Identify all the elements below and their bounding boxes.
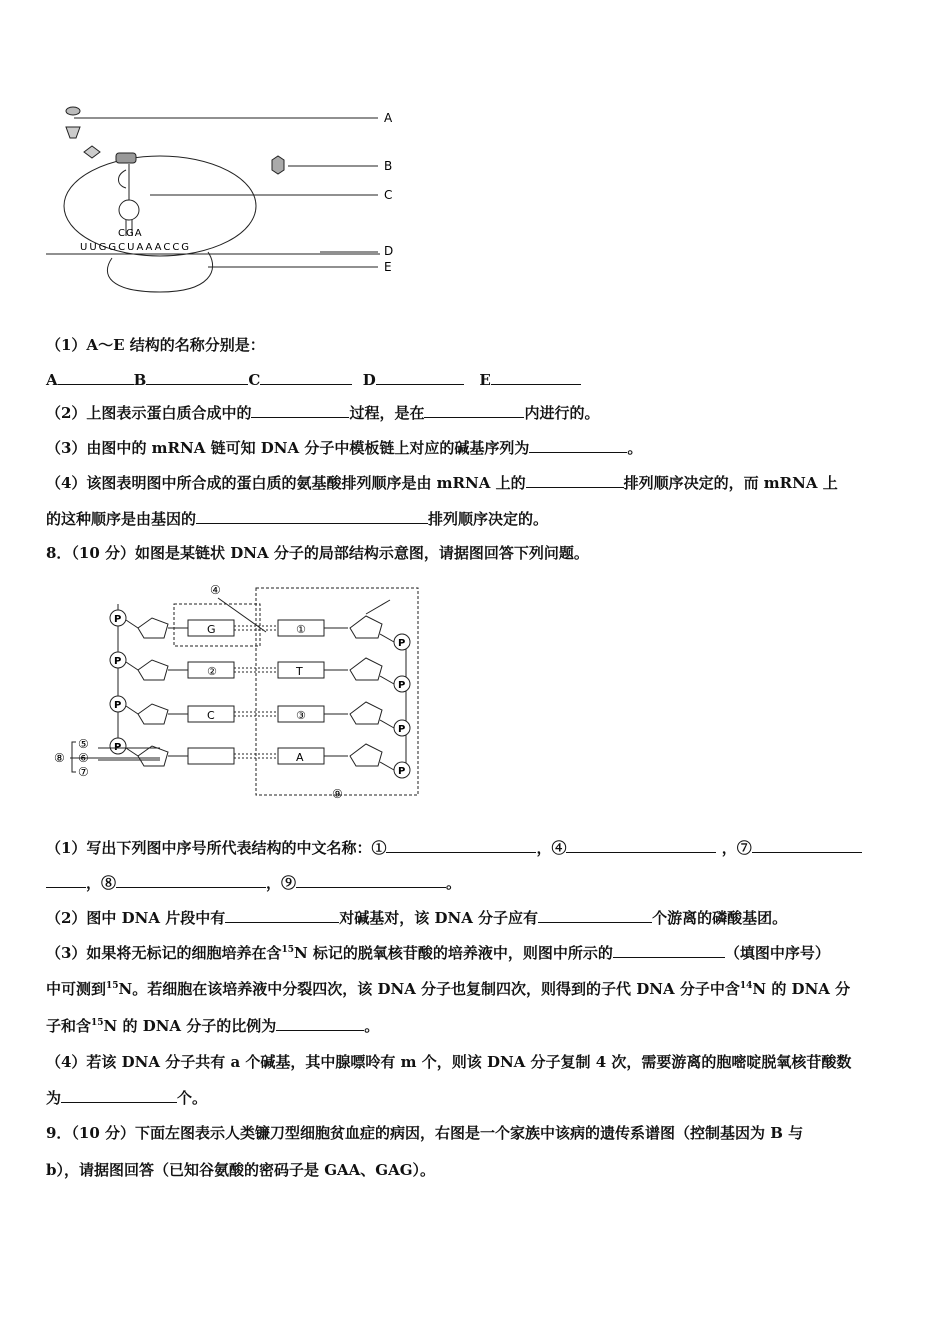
right-base-label: T [296,665,303,678]
left-base-label: G [207,623,216,636]
label-d: D [384,244,394,258]
q7-part2: （2）上图表示蛋白质合成中的 过程，是在 内进行的。 [46,404,600,422]
q8-part3-line2: 中可测到$^{15}$N。若细胞在该培养液中分裂四次，该 DNA 分子也复制四次，则得到的子代 DNA 分子中含$^{14}$N 的 DNA 分 [46,980,851,998]
right-base-label: A [296,751,304,764]
dna-structure-figure [50,580,430,802]
q8-part1-line2: ，⑧ ，⑨ 。 [46,873,904,893]
label-8: ⑧ [54,751,65,765]
q8-part4-line1: （4）若该 DNA 分子共有 a 个碱基，其中腺嘌呤有 m 个，则该 DNA 分子复制 4 次，需要游离的胞嘧啶脱氧核苷酸数 [46,1053,852,1071]
deoxyribose-icon [350,616,382,638]
deoxyribose-icon [138,618,168,638]
right-base-label: ③ [296,709,306,722]
phosphate-label: P [114,742,122,753]
label-4: ④ [210,583,221,597]
q8-part4-line2: 为 个。 [46,1089,208,1107]
label-9: ⑨ [332,787,343,801]
phosphate-label: P [114,614,122,625]
amino-acid-b-icon [272,156,284,174]
q7-part4-line1: （4）该图表明图中所合成的蛋白质的氨基酸排列顺序是由 mRNA 上的 排列顺序决定的，而 mRNA 上 [46,474,838,492]
phosphate-label: P [114,656,122,667]
q8-title: 8．（10 分）如图是某链状 DNA 分子的局部结构示意图，请据图回答下列问题。 [46,544,589,562]
q8-part2: （2）图中 DNA 片段中有 对碱基对，该 DNA 分子应有 个游离的磷酸基团。 [46,909,788,927]
translation-figure [40,100,460,310]
q7-part3: （3）由图中的 mRNA 链可知 DNA 分子中模板链上对应的碱基序列为 。 [46,439,643,457]
q9-line2: b），请据图回答（已知谷氨酸的密码子是 GAA、GAG）。 [46,1161,436,1179]
phosphate-label: P [398,724,406,735]
label-b: B [384,159,393,173]
deoxyribose-icon [138,746,168,766]
q7-part4-line2: 的这种顺序是由基因的 排列顺序决定的。 [46,510,549,528]
amino-acid-icon [84,146,100,158]
amino-acid-icon [116,153,136,163]
q8-part3-line1: （3）如果将无标记的细胞培养在含$^{15}$N 标记的脱氧核苷酸的培养液中，则图中所示的 （填图中序号） [46,944,830,962]
anticodon: CGA [118,228,143,239]
q9-line1: 9．（10 分）下面左图表示人类镰刀型细胞贫血症的病因，右图是一个家族中该病的遗传系谱图（控制基因为 B 与 [46,1124,804,1142]
label-c: C [384,188,393,202]
mrna-sequence: UUGGCUAAACCG [80,242,192,253]
label-e: E [384,260,392,274]
trna-loop [119,200,139,220]
deoxyribose-icon [350,702,382,724]
phosphate-label: P [114,700,122,711]
ribosome-large-subunit [64,156,256,256]
right-base-label: ① [296,623,306,636]
label-7: ⑦ [78,765,89,779]
phosphate-label: P [398,766,406,777]
ribosome-small-subunit [107,252,212,292]
label-6: ⑥ [78,751,89,765]
left-base-box [188,748,234,764]
label-5: ⑤ [78,737,89,751]
amino-acid-icon [66,127,80,138]
left-base-label: C [207,709,215,722]
deoxyribose-icon [350,744,382,766]
deoxyribose-icon [350,658,382,680]
deoxyribose-icon [138,704,168,724]
q7-blanks: A B C D E [46,370,904,390]
amino-acid-icon [66,107,80,115]
deoxyribose-icon [138,660,168,680]
phosphate-label: P [398,680,406,691]
q8-part1-line1: （1）写出下列图中序号所代表结构的中文名称：① ，④ ，⑦ [46,838,904,858]
q8-part3-line3: 子和含$^{15}$N 的 DNA 分子的比例为 。 [46,1017,380,1035]
left-base-label: ② [207,665,217,678]
phosphate-label: P [398,638,406,649]
label-a: A [384,111,393,125]
q7-part1: （1）A～E 结构的名称分别是： [46,336,265,354]
